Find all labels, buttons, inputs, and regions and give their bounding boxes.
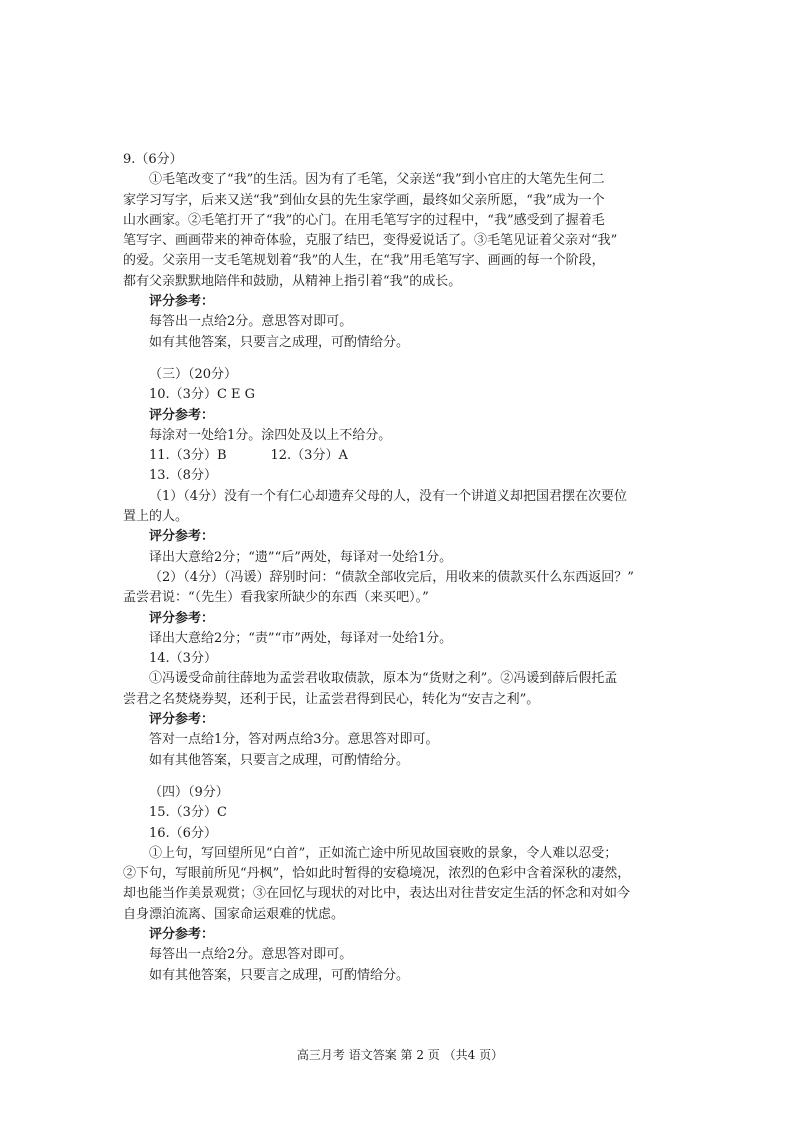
scoring-note: 答对一点给1分，答对两点给3分。意思答对即可。 <box>149 732 439 748</box>
q16-answer-line: ①上句，写回望所见“白首”，正如流亡途中所见故国衰败的景象，令人难以忍受； <box>149 845 618 861</box>
q9-answer-line: ①毛笔改变了“我”的生活。因为有了毛笔，父亲送“我”到小官庄的大笔先生何二 <box>149 172 605 188</box>
q15-answer: 15.（3分）C <box>149 805 227 821</box>
scoring-note: 每答出一点给2分。意思答对即可。 <box>149 314 353 330</box>
q9-answer-line: 笔写字、画画带来的神奇体验，克服了结巴，变得爱说话了。③毛笔见证着父亲对“我” <box>123 233 618 249</box>
q13-part1-line: （1）（4分）没有一个有仁心却遗弃父母的人，没有一个讲道义却把国君摆在次要位 <box>149 488 628 504</box>
q9-answer-line: 山水画家。②毛笔打开了“我”的心门。在用毛笔写字的过程中，“我”感受到了握着毛 <box>123 212 605 228</box>
q10-answer: 10.（3分）C E G <box>149 387 256 403</box>
q9-answer-line: 家学习写字，后来又送“我”到仙女县的先生家学画，最终如父亲所愿，“我”成为一个 <box>123 192 605 208</box>
answer-page <box>123 150 683 986</box>
q13-heading: 13.（8分） <box>149 468 217 484</box>
section-3-heading: （三）（20分） <box>149 366 238 382</box>
scoring-label: 评分参考： <box>149 712 215 728</box>
scoring-note: 每答出一点给2分。意思答对即可。 <box>149 947 353 963</box>
q16-answer-line: ②下句，写眼前所见“丹枫”，恰如此时暂得的安稳境况，浓烈的色彩中含着深秋的凄然， <box>123 866 631 882</box>
q9-heading: 9.（6分） <box>123 152 183 167</box>
scoring-note: 如有其他答案，只要言之成理，可酌情给分。 <box>149 752 410 768</box>
q11-q12-answers <box>123 446 683 466</box>
q14-answer-line: ①冯谖受命前往薛地为孟尝君收取债款，原本为“货财之利”。②冯谖到薛后假托孟 <box>149 671 618 687</box>
scoring-label: 评分参考： <box>149 926 215 942</box>
q16-answer-line: 却也能当作美景观赏；③在回忆与现状的对比中，表达出对往昔安定生活的怀念和对如今 <box>123 886 631 902</box>
q13-part2-line: 孟尝君说：“（先生）看我家所缺少的东西（来买吧）。” <box>123 590 429 606</box>
q14-heading: 14.（3分） <box>149 651 217 667</box>
q13-part2-line: （2）（4分）（冯谖）辞别时问：“债款全部收完后，用收来的债款买什么东西返回？” <box>149 569 634 585</box>
q14-answer-line: 尝君之名焚烧券契，还利于民，让孟尝君得到民心，转化为“安吉之利”。 <box>123 691 540 707</box>
section-4-heading: （四）（9分） <box>149 784 229 800</box>
scoring-note: 如有其他答案，只要言之成理，可酌情给分。 <box>149 967 410 983</box>
scoring-note: 如有其他答案，只要言之成理，可酌情给分。 <box>149 334 410 350</box>
q13-part1-line: 置上的人。 <box>123 509 189 525</box>
scoring-label: 评分参考： <box>149 529 215 545</box>
q11-answer: 11.（3分）B <box>149 448 227 464</box>
scoring-label: 评分参考： <box>149 610 215 626</box>
q9-answer-line: 都有父亲默默地陪伴和鼓励，从精神上指引着“我”的成长。 <box>123 273 462 289</box>
q16-heading: 16.（6分） <box>149 825 217 841</box>
scoring-label: 评分参考： <box>149 294 215 310</box>
scoring-note: 译出大意给2分；“遗”“后”两处，每译对一处给1分。 <box>149 549 453 565</box>
scoring-note: 译出大意给2分；“责”“市”两处，每译对一处给1分。 <box>149 630 453 646</box>
scoring-note: 每涂对一处给1分。涂四处及以上不给分。 <box>149 427 392 443</box>
page-footer: 高三月考 语文答案 第 2 页 （共4 页） <box>296 1048 504 1062</box>
q9-answer-line: 的爱。父亲用一支毛笔规划着“我”的人生，在“我”用毛笔写字、画画的每一个阶段， <box>123 253 605 269</box>
q12-answer: 12.（3分）A <box>270 448 348 464</box>
scoring-label: 评分参考： <box>149 407 215 423</box>
q16-answer-line: 自身漂泊流离、国家命运艰难的忧虑。 <box>123 906 345 922</box>
